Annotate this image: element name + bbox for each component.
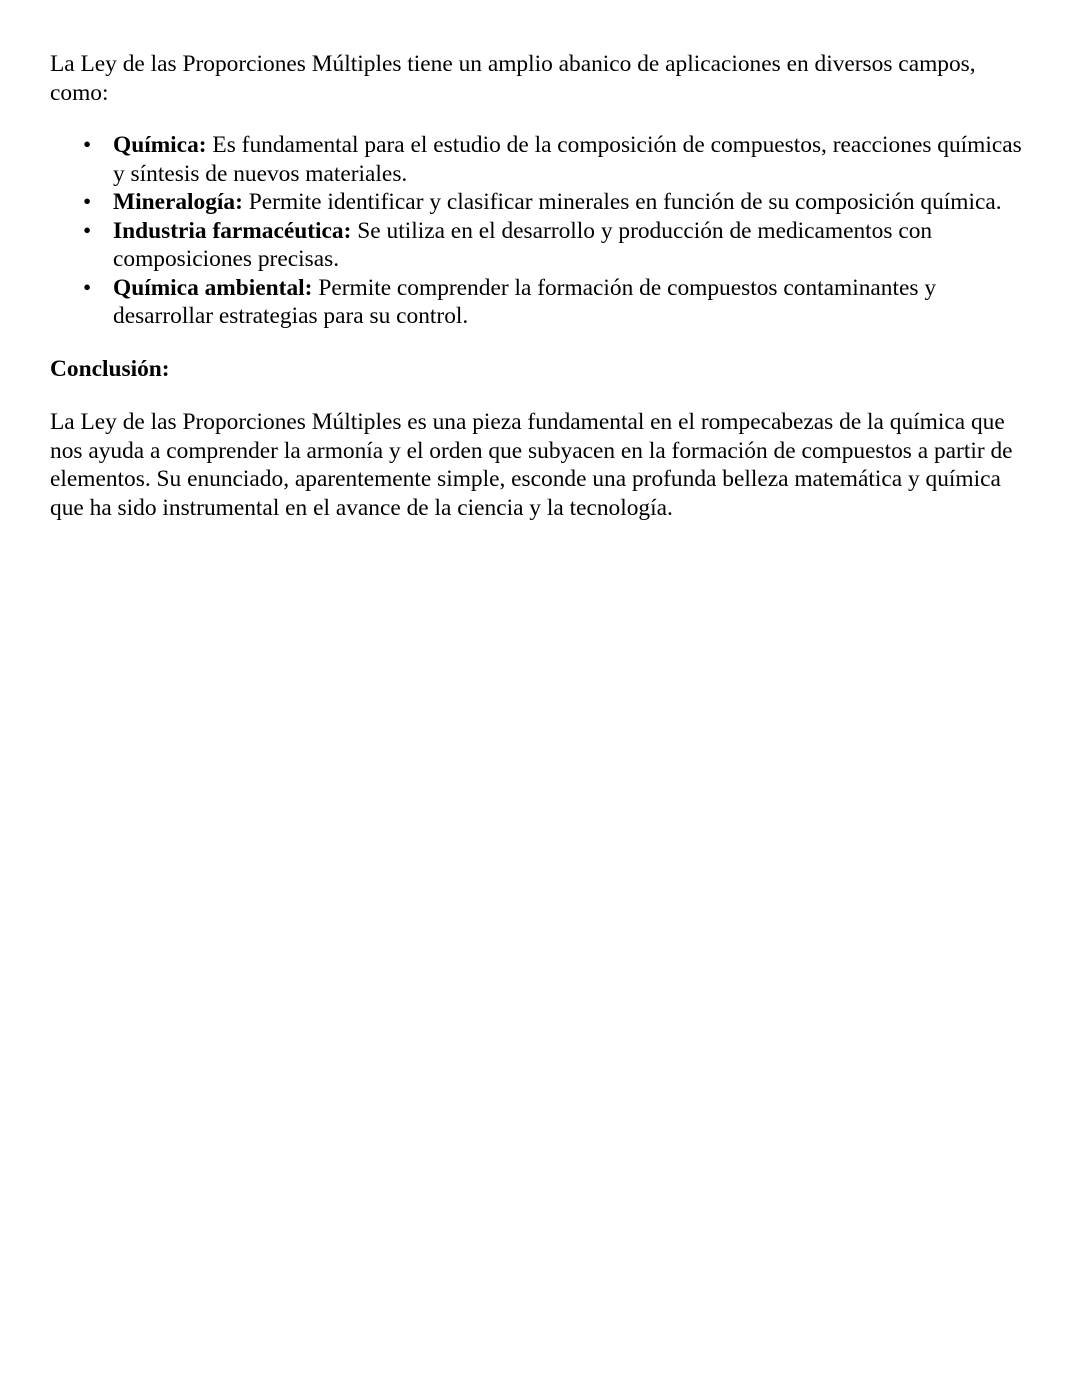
list-item-text: Permite identificar y clasificar minerales en función de su composición química. — [242, 189, 1002, 215]
list-item — [50, 188, 1035, 217]
list-item-term: Mineralogía: — [113, 189, 243, 215]
list-item-text: Es fundamental para el estudio de la composición de compuestos, reacciones químicas y síntesis de nuevos materiales. — [113, 132, 1022, 187]
applications-list — [50, 131, 1035, 331]
conclusion-paragraph: La Ley de las Proporciones Múltiples es una pieza fundamental en el rompecabezas de la química que nos ayuda a comprender la armonía y el orden que subyacen en la formación de compuestos a partir de elementos. Su enunciado, aparentemente simple, esconde una profunda belleza matemática y química que ha sido instrumental en el avance de la ciencia y la tecnología. — [50, 409, 1013, 521]
list-item-term: Química ambiental: — [113, 274, 313, 301]
conclusion-heading: Conclusión: — [50, 355, 170, 382]
list-item-text: Se utiliza en el desarrollo y producción de medicamentos con composiciones precisas. — [113, 217, 933, 272]
list-item-term: Química: — [113, 132, 207, 158]
bullet-icon: • — [83, 274, 92, 301]
list-item-term: Industria farmacéutica: — [113, 217, 352, 244]
bullet-icon: • — [83, 132, 92, 158]
list-item — [50, 131, 1035, 188]
list-item-text: Permite comprender la formación de compuestos contaminantes y desarrollar estrategias para su control. — [113, 274, 937, 329]
bullet-icon: • — [83, 217, 92, 244]
intro-paragraph: La Ley de las Proporciones Múltiples tiene un amplio abanico de aplicaciones en diversos campos, como: — [50, 51, 976, 106]
list-item — [50, 274, 1035, 331]
document-page — [50, 50, 1035, 522]
list-item — [50, 217, 1035, 274]
bullet-icon: • — [83, 189, 92, 215]
